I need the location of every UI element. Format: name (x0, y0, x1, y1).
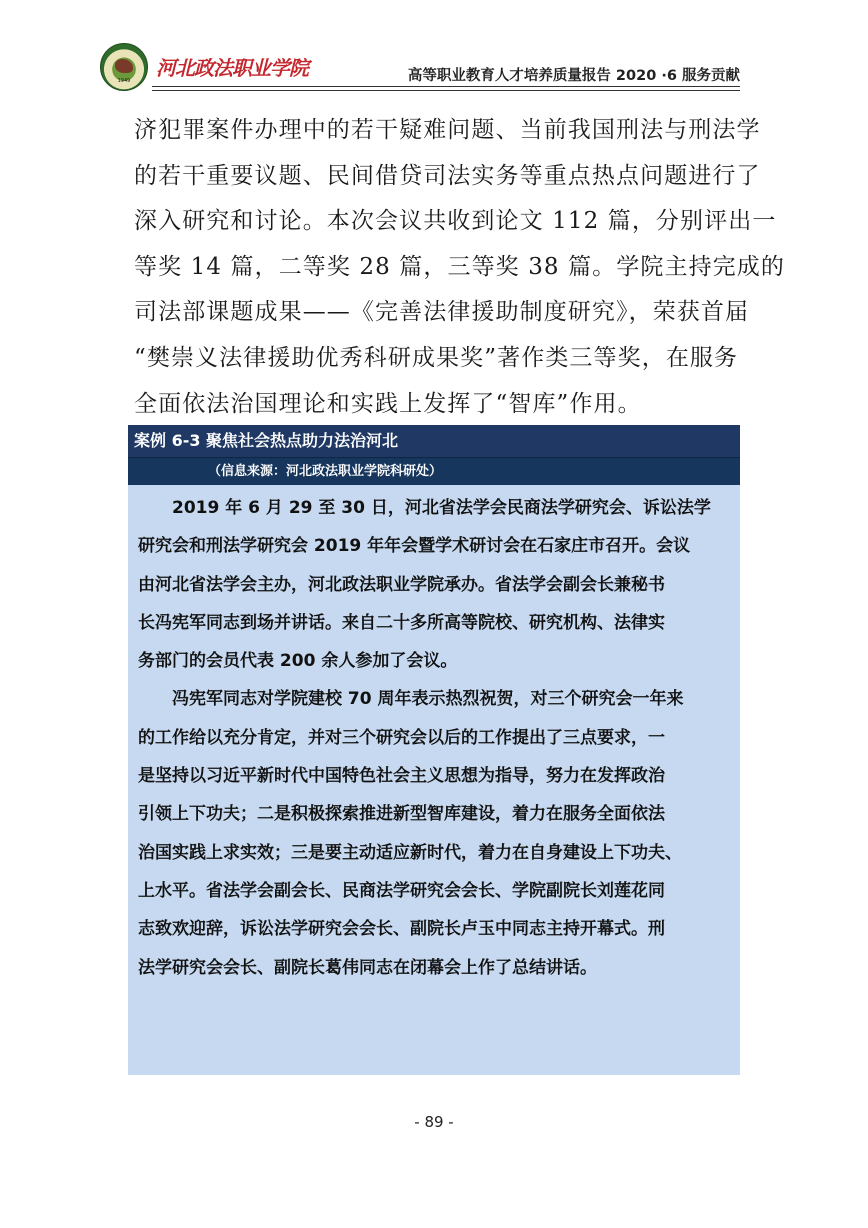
header-divider-thin (152, 90, 740, 91)
intro-line: 深入研究和讨论。本次会议共收到论文 112 篇，分别评出一 (134, 208, 777, 235)
case-line: 法学研究会会长、副院长葛伟同志在闭幕会上作了总结讲话。 (138, 957, 597, 978)
case-line: 冯宪军同志对学院建校 70 周年表示热烈祝贺，对三个研究会一年来 (138, 689, 684, 710)
case-line: 长冯宪军同志到场并讲话。来自二十多所高等院校、研究机构、法律实 (138, 612, 665, 633)
case-line: 上水平。省法学会副会长、民商法学研究会会长、学院副院长刘莲花同 (138, 880, 665, 901)
case-line: 2019 年 6 月 29 至 30 日，河北省法学会民商法学研究会、诉讼法学 (138, 498, 711, 518)
college-seal-logo (100, 43, 148, 91)
college-brand-calligraphy: 河北政法职业学院 (156, 56, 308, 80)
page-number: - 89 - (414, 1113, 454, 1131)
page-header (100, 40, 740, 92)
intro-line: 司法部课题成果——《完善法律援助制度研究》，荣获首届 (134, 299, 750, 326)
case-source: （信息来源：河北政法职业学院科研处） (128, 457, 740, 485)
case-line: 是坚持以习近平新时代中国特色社会主义思想为指导，努力在发挥政治 (138, 766, 665, 787)
seal-year: 1949 (117, 78, 131, 84)
seal-emblem-icon (115, 59, 133, 73)
case-line: 志致欢迎辞，诉讼法学研究会会长、副院长卢玉中同志主持开幕式。刑 (138, 919, 665, 940)
intro-line: 济犯罪案件办理中的若干疑难问题、当前我国刑法与刑法学 (134, 117, 761, 143)
case-study-box (128, 425, 740, 1075)
intro-line: 的若干重要议题、民间借贷司法实务等重点热点问题进行了 (134, 162, 761, 189)
intro-line: 全面依法治国理论和实践上发挥了“智库”作用。 (134, 390, 642, 417)
case-title: 案例 6-3 聚焦社会热点助力法治河北 (128, 425, 740, 457)
case-line: 由河北省法学会主办，河北政法职业学院承办。省法学会副会长兼秘书 (138, 574, 665, 595)
report-title: 高等职业教育人才培养质量报告 2020 ·6 服务贡献 (407, 68, 740, 84)
case-line: 引领上下功夫；二是积极探索推进新型智库建设，着力在服务全面依法 (138, 804, 665, 825)
case-line: 研究会和刑法学研究会 2019 年年会暨学术研讨会在石家庄市召开。会议 (138, 536, 691, 557)
intro-line: 等奖 14 篇，二等奖 28 篇，三等奖 38 篇。学院主持完成的 (134, 253, 785, 280)
case-body (138, 489, 734, 987)
case-line: 务部门的会员代表 200 余人参加了会议。 (138, 651, 458, 672)
header-divider (152, 86, 740, 87)
intro-line: “樊崇义法律援助优秀科研成果奖”著作类三等奖，在服务 (134, 344, 739, 371)
case-line: 的工作给以充分肯定，并对三个研究会以后的工作提出了三点要求，一 (138, 727, 665, 748)
intro-paragraph (134, 108, 785, 427)
case-line: 治国实践上求实效；三是要主动适应新时代，着力在自身建设上下功夫、 (138, 842, 682, 863)
